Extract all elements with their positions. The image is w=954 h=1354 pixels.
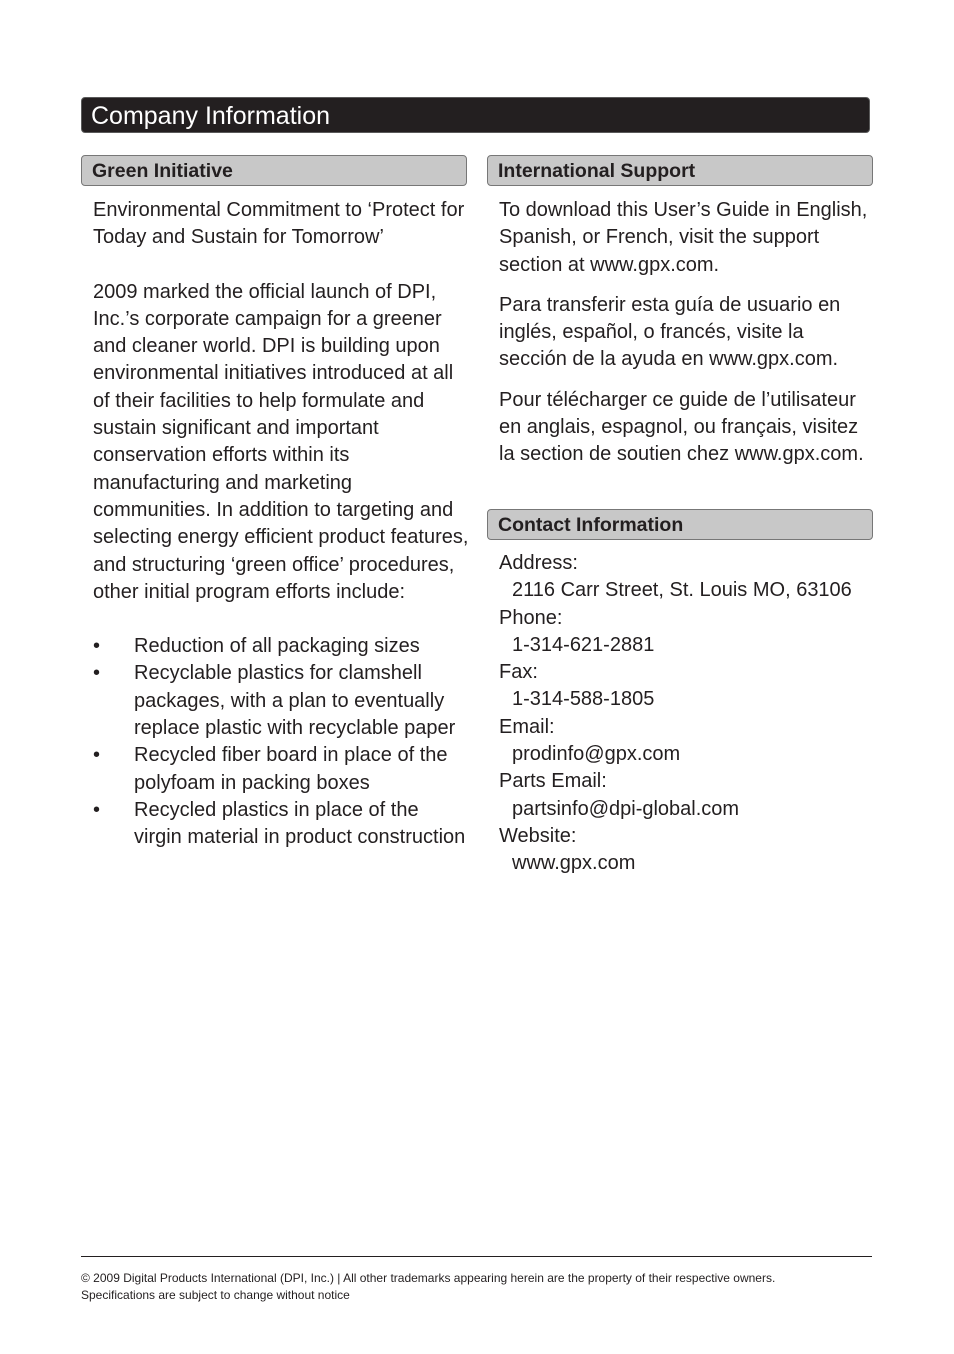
- bullet-icon: •: [93, 744, 101, 767]
- footer: [81, 1270, 881, 1304]
- bullet-icon: •: [93, 635, 101, 658]
- fax-value: 1-314-588-1805: [512, 688, 655, 711]
- parts-email-value: partsinfo@dpi-global.com: [512, 797, 740, 820]
- green-initiative-lead: Environmental Commitment to ‘Protect for Today and Sustain for Tomorrow’: [93, 199, 465, 249]
- list-item: • Reduction of all packaging sizes: [93, 633, 469, 660]
- green-initiative-body: 2009 marked the official launch of DPI, Inc.’s corporate campaign for a greener and cleaner world. DPI is building upon environmental initiatives introduced at all of their facilities to help formulate and sustain significant and important conservation efforts within its manufacturing and marketing communities. In addition to targeting and selecting energy efficient product features, and structuring ‘green office’ procedures, other initial program efforts include:: [93, 280, 469, 603]
- green-initiative-header: Green Initiative: [81, 155, 467, 186]
- contact-information-section: [499, 550, 869, 878]
- phone-label: Phone:: [499, 606, 563, 629]
- initiative-bullet-list: [93, 633, 469, 851]
- address-label: Address:: [499, 552, 578, 574]
- support-french: Pour télécharger ce guide de l’utilisateur en anglais, espagnol, ou français, visitez la section de soutien chez www.gpx.com.: [499, 388, 864, 466]
- international-support-section: [499, 197, 869, 469]
- fax-label: Fax:: [499, 661, 538, 684]
- bullet-icon: •: [93, 662, 101, 685]
- address-value: 2116 Carr Street, St. Louis MO, 63106: [512, 579, 852, 602]
- list-item: • Recycled plastics in place of the virgin material in product construction: [93, 798, 466, 849]
- phone-value: 1-314-621-2881: [512, 633, 655, 656]
- international-support-header: International Support: [487, 155, 873, 186]
- parts-email-label: Parts Email:: [499, 770, 607, 793]
- green-initiative-section: [93, 197, 469, 852]
- email-label: Email:: [499, 715, 555, 738]
- specifications-notice: Specifications are subject to change without notice: [81, 1288, 350, 1302]
- website-label: Website:: [499, 824, 577, 847]
- support-spanish: Para transferir esta guía de usuario en inglés, español, o francés, visite la sección de la ayuda en www.gpx.com.: [499, 293, 841, 371]
- footer-divider: [81, 1256, 872, 1257]
- website-value: www.gpx.com: [512, 852, 636, 875]
- email-value: prodinfo@gpx.com: [512, 743, 681, 766]
- contact-information-header: Contact Information: [487, 509, 873, 540]
- copyright-text: © 2009 Digital Products International (DPI, Inc.) | All other trademarks appearing herein are the property of their respective owners.: [81, 1271, 776, 1285]
- support-english: To download this User’s Guide in English, Spanish, or French, visit the support section at www.gpx.com.: [499, 199, 868, 276]
- list-item: • Recyclable plastics for clamshell packages, with a plan to eventually replace plastic with recyclable paper: [93, 662, 456, 740]
- page-title: Company Information: [81, 97, 870, 133]
- list-item: • Recycled fiber board in place of the polyfoam in packing boxes: [93, 744, 448, 794]
- bullet-icon: •: [93, 798, 101, 821]
